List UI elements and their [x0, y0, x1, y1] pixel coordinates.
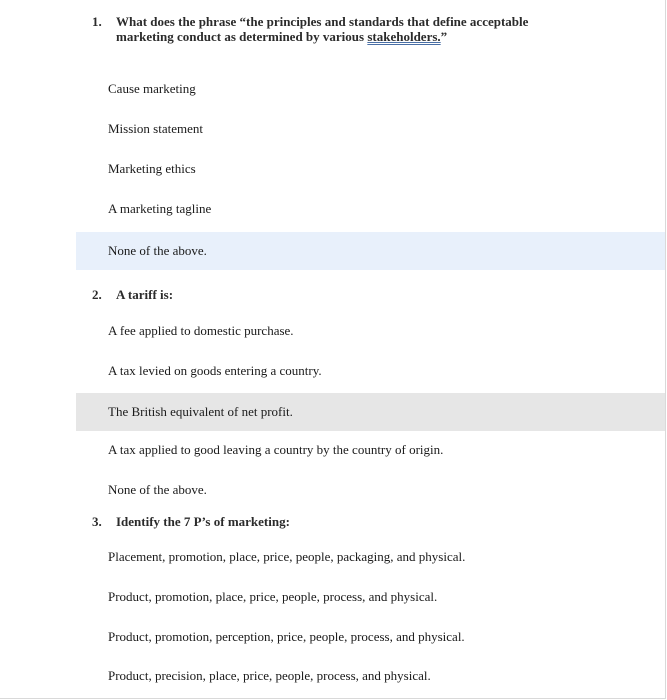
- answer-option[interactable]: Marketing ethics: [108, 161, 196, 176]
- question-number: 2.: [92, 287, 102, 302]
- question-number: 1.: [92, 14, 102, 29]
- answer-option[interactable]: A fee applied to domestic purchase.: [108, 323, 294, 338]
- answer-option[interactable]: Mission statement: [108, 121, 203, 136]
- answer-option[interactable]: Cause marketing: [108, 81, 196, 96]
- answer-option[interactable]: Product, promotion, place, price, people, process, and physical.: [108, 589, 438, 604]
- stakeholders-link[interactable]: stakeholders.: [367, 29, 441, 44]
- answer-option-selected[interactable]: The British equivalent of net profit.: [76, 393, 665, 431]
- question-text-end: ”: [440, 29, 448, 44]
- answer-option[interactable]: A tax applied to good leaving a country by the country of origin.: [108, 442, 444, 457]
- answer-option-selected[interactable]: None of the above.: [76, 232, 665, 270]
- answer-option[interactable]: A marketing tagline: [108, 201, 212, 216]
- question-text: Identify the 7 P’s of marketing:: [116, 514, 290, 529]
- question-3-title: [92, 514, 562, 529]
- answer-option[interactable]: Product, precision, place, price, people, process, and physical.: [108, 668, 431, 683]
- question-text: A tariff is:: [116, 287, 174, 302]
- question-number: 3.: [92, 514, 102, 529]
- question-2-title: [92, 287, 562, 302]
- answer-option[interactable]: Product, promotion, perception, price, people, process, and physical.: [108, 629, 465, 644]
- answer-option[interactable]: None of the above.: [108, 482, 207, 497]
- question-text: What does the phrase “the principles and standards that define acceptable marketing conduct as determined by various: [116, 14, 529, 44]
- answer-option[interactable]: Placement, promotion, place, price, people, packaging, and physical.: [108, 549, 466, 564]
- question-1-title: [92, 14, 562, 44]
- answer-option[interactable]: A tax levied on goods entering a country.: [108, 363, 322, 378]
